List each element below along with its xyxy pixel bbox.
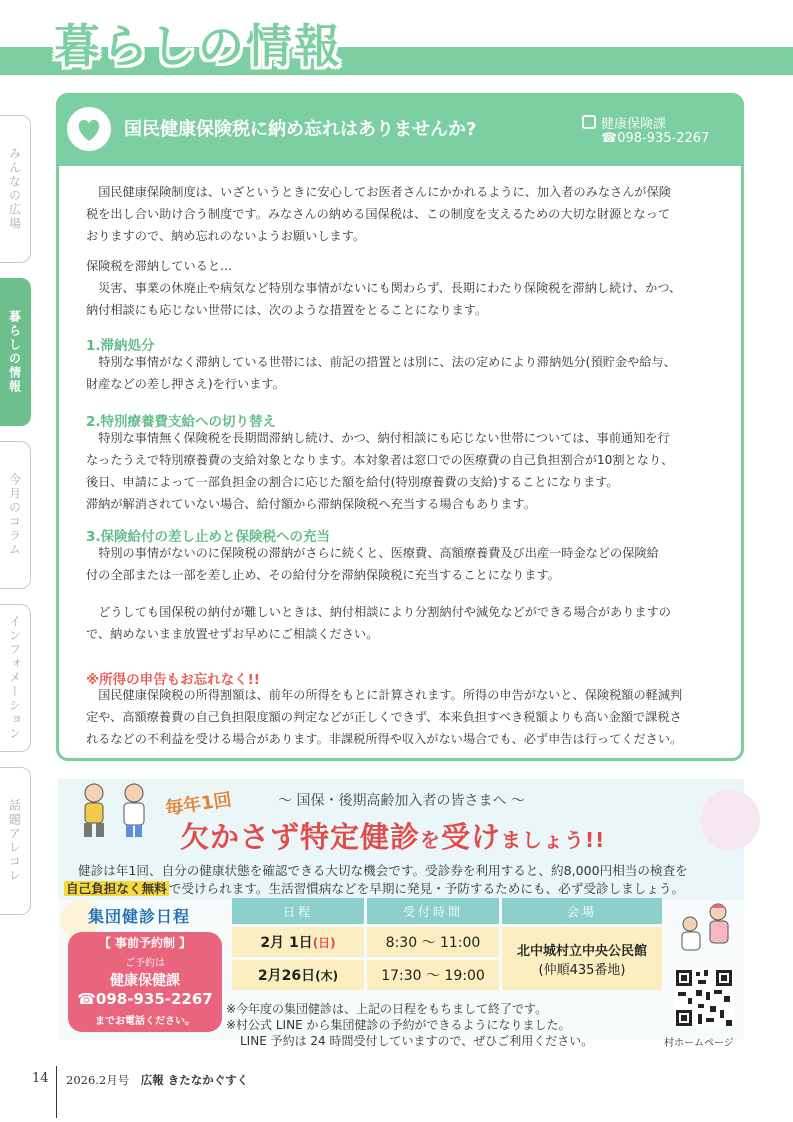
tax-return-line: れるなどの不利益を受ける場合があります。非課税所得や収入がない場合でも、必ず申告は行ってください。 (86, 732, 683, 746)
reservation-call: までお電話ください。 (95, 1016, 195, 1027)
section3-line: 特別の事情がないのに保険税の滞納がさらに続くと、医療費、高額療養費及び出産一時金などの保険給 (98, 546, 659, 560)
side-tab-column[interactable]: 今月のコラム (0, 441, 31, 589)
qr-code[interactable] (674, 968, 734, 1028)
kenshin-note: ※今年度の集団健診は、上記の日程をもちまして終了です。 (226, 1002, 548, 1016)
kenshin-title (180, 815, 605, 856)
delinquent-line: 納付相談にも応じない世帯には、次のような措置をとることになります。 (86, 303, 488, 317)
section1-line: 財産などの差し押さえ)を行います。 (86, 377, 285, 391)
free-highlight: 自己負担なく無料 (66, 881, 167, 896)
dept-name: 健康保険課 (601, 117, 667, 132)
venue-name: 北中城村立中央公民館 (516, 943, 647, 959)
page-number: 14 (32, 1071, 49, 1086)
reservation-tel: ☎098-935-2267 (77, 990, 213, 1008)
kenshin-desc-line: 健診は年1回、自分の健康状態を確認できる大切な機会です。受診券を利用すると、約8,000円相当の検査を (78, 863, 688, 878)
section2-line: 特別な事情無く保険税を長期間滞納し続け、かつ、納付相談にも応じない世帯については、事前通知を行 (98, 431, 670, 445)
consult-line: で、納めないまま放置せずお早めにご相談ください。 (86, 627, 379, 641)
title-part: 欠かさず特定健診 (180, 820, 421, 854)
kenshin-desc-line (64, 878, 684, 897)
nurse-illustration (674, 900, 740, 956)
section3-title: 3.保険給付の差し止めと保険税への充当 (86, 529, 331, 545)
issue-date: 2026.2月号 (66, 1073, 130, 1087)
desc-rest: で受けられます。生活習慣病などを早期に発見・予防するためにも、必ず受診しましょう。 (168, 881, 685, 896)
table-row-time: 17:30 〜 19:00 (367, 960, 499, 990)
section2-line: なったうえで特別療養費の支給対象となります。本対象者は窓口での医療費の自己負担割合が10割となり、 (86, 453, 674, 467)
reservation-note: ご予約は (125, 958, 165, 969)
date: 2月26日 (257, 968, 316, 984)
side-tab-minna[interactable]: みんなの広場 (0, 115, 31, 263)
consult-line: どうしても国保税の納付が難しいときは、納付相談により分割納付や減免などができる場合がありますの (98, 605, 671, 619)
dept-tel: ☎098-935-2267 (601, 131, 710, 146)
day-of-week: (日) (312, 935, 336, 950)
intro-line: おりますので、納め忘れのないようお願いします。 (86, 229, 366, 243)
reservation-dept: 健康保健課 (110, 973, 180, 989)
section1-title: 1.滞納処分 (86, 338, 155, 354)
tax-return-title: ※所得の申告もお忘れなく!! (86, 672, 260, 688)
page-title: 暮らしの情報 (54, 19, 342, 73)
date: 2月 1日 (260, 935, 313, 951)
title-part: 受け (441, 820, 502, 854)
table-row-time: 8:30 〜 11:00 (367, 927, 499, 957)
heart-icon (66, 106, 112, 152)
section1-line: 特別な事情がなく滞納している世帯には、前記の措置とは別に、法の定めにより滞納処分(預貯金や給与、 (98, 355, 676, 369)
venue-address: (仲順435番地) (538, 962, 626, 978)
section2-title: 2.特別療養費支給への切り替え (86, 414, 277, 430)
kenshin-note: LINE 予約は 24 時間受付していますので、ぜひご利用ください。 (240, 1034, 594, 1048)
doctor-patient-illustration (72, 781, 162, 839)
side-tab-wadai[interactable]: 話題アレコレ (0, 767, 31, 915)
table-header-venue: 会場 (502, 898, 662, 924)
venue-cell (502, 927, 662, 990)
section3-line: 付の全部または一部を差し止め、その給付分を滞納保険税に充当することになります。 (86, 568, 560, 582)
title-part: を (420, 828, 442, 852)
reservation-label: 【 事前予約制 】 (98, 936, 192, 950)
kenshin-note: ※村公式 LINE から集団健診の予約ができるようになりました。 (226, 1018, 571, 1032)
tax-return-line: 国民健康保険税の所得割額は、前年の所得をもとに計算されます。所得の申告がないと、保険税額の軽減判 (98, 688, 683, 702)
article-heading: 国民健康保険税に納め忘れはありませんか? (124, 119, 477, 140)
day-of-week: (木) (315, 968, 339, 983)
footer-divider (56, 1066, 57, 1118)
table-row-date (232, 927, 364, 957)
side-tab-information[interactable]: インフォメーション (0, 604, 31, 752)
table-header-time: 受付時間 (367, 898, 499, 924)
side-tab-kurashi[interactable]: 暮らしの情報 (0, 278, 31, 426)
section2-line: 後日、申請によって一部負担金の割合に応じた額を給付(特別療養費の支給)することになります。 (86, 475, 619, 489)
publication-name: 広報 きたなかぐすく (140, 1073, 249, 1087)
table-row-date (232, 960, 364, 990)
decorative-dot (700, 790, 760, 850)
phone-book-icon (582, 115, 596, 129)
table-header-date: 日程 (232, 898, 364, 924)
qr-label: 村ホームページ (664, 1038, 734, 1049)
title-part: ましょう!! (501, 828, 606, 852)
reservation-card (68, 932, 222, 1032)
delinquent-line: 保険税を滞納していると… (86, 259, 233, 273)
issue-info (66, 1072, 248, 1088)
section2-line: 滞納が解消されていない場合、給付額から滞納保険税へ充当する場合もあります。 (86, 497, 536, 511)
intro-line: 税を出し合い助け合う制度です。みなさんの納める国保税は、この制度を支えるための大切な財源となって (86, 207, 671, 221)
kenshin-subtitle: 〜 国保・後期高齢加入者の皆さまへ 〜 (278, 793, 525, 809)
yearly-label: 毎年1回 (164, 789, 233, 820)
delinquent-line: 災害、事業の休廃止や病気など特別な事情がないにも関わらず、長期にわたり保険税を滞納し続け、かつ、 (98, 281, 682, 295)
group-checkup-title: 集団健診日程 (88, 907, 191, 926)
tax-return-line: 定や、高額療養費の自己負担限度額の判定などが正しくできず、本来負担すべき税額よりも高い金額で課税さ (86, 710, 682, 724)
intro-line: 国民健康保険制度は、いざというときに安心してお医者さんにかかれるように、加入者のみなさんが保険 (98, 185, 671, 199)
